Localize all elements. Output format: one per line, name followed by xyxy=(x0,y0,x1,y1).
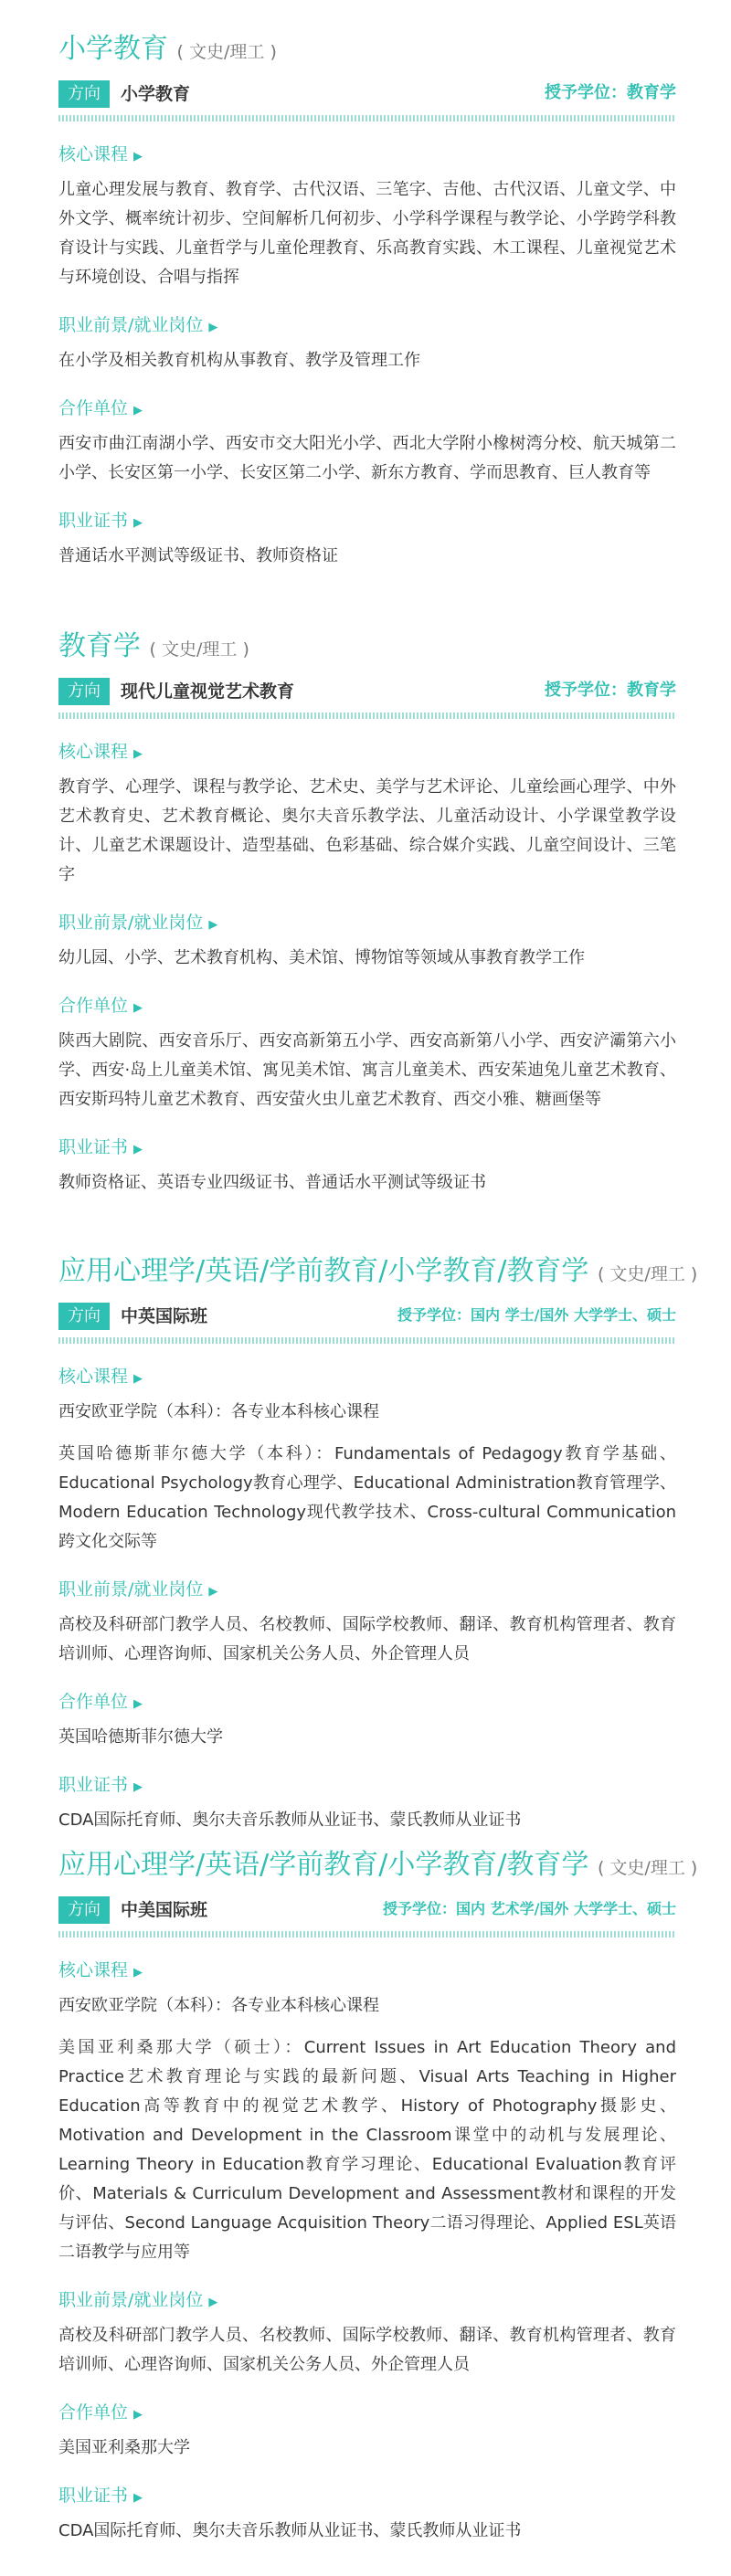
triangle-right-icon: ▶ xyxy=(133,1372,143,1386)
direction-name: 中英国际班 xyxy=(121,1305,208,1326)
core-courses-abroad-text: 美国亚利桑那大学（硕士）：Current Issues in Art Education Theory and Practice艺术教育理论与实践的最新问题、Visual Arts Teaching in Higher Education高等教育中的视觉艺术教学、History of Photography摄影史、Motivation and Development in the Classroom课堂中的动机与发展理论、Learning Theory in Education教育学习理论、Educational Evaluation教育评价、Materials & Curriculum Development and Assessment教材和课程的开发与评估、Second Language Acquisition Theory二语习得理论、Applied ESL英语二语教学与应用等 xyxy=(58,2038,676,2262)
section-title-text: 职业前景/就业岗位 xyxy=(58,2290,204,2310)
career-text: 高校及科研部门教学人员、名校教师、国际学校教师、翻译、教育机构管理者、教育培训师、心理咨询师、国家机关公务人员、外企管理人员 xyxy=(58,2326,676,2374)
section-title xyxy=(58,142,676,170)
program-education xyxy=(58,628,676,1198)
triangle-right-icon: ▶ xyxy=(133,1143,143,1156)
section-partners xyxy=(58,1689,676,1752)
section-title-text: 核心课程 xyxy=(58,1367,129,1387)
direction-name: 中美国际班 xyxy=(121,1899,208,1920)
degree-info xyxy=(397,1299,676,1332)
section-title-text: 合作单位 xyxy=(58,1692,129,1712)
direction-bar xyxy=(58,77,676,110)
triangle-right-icon: ▶ xyxy=(133,516,143,530)
section-certificates xyxy=(58,1772,676,1835)
direction-bar xyxy=(58,1893,676,1926)
direction-label: 方向 xyxy=(58,80,110,108)
direction-label: 方向 xyxy=(58,1896,110,1924)
program-sino-uk-class xyxy=(58,1253,698,1835)
career-text: 在小学及相关教育机构从事教育、教学及管理工作 xyxy=(58,351,420,370)
certificates-text: CDA国际托育师、奥尔夫音乐教师从业证书、蒙氏教师从业证书 xyxy=(58,2521,522,2540)
partners-text: 西安市曲江南湖小学、西安市交大阳光小学、西北大学附小橡树湾分校、航天城第二小学、长安区第一小学、长安区第二小学、新东方教育、学而思教育、巨人教育等 xyxy=(58,434,676,482)
section-title xyxy=(58,2483,676,2511)
triangle-right-icon: ▶ xyxy=(133,747,143,761)
partners-text: 陕西大剧院、西安音乐厅、西安高新第五小学、西安高新第八小学、西安浐灞第六小学、西安·岛上儿童美术馆、寓见美术馆、寓言儿童美术、西安茱迪兔儿童艺术教育、西安斯玛特儿童艺术教育、西安萤火虫儿童艺术教育、西交小雅、糖画堡等 xyxy=(58,1031,676,1109)
section-title xyxy=(58,2287,676,2316)
degree-info xyxy=(383,1893,676,1926)
section-career xyxy=(58,1577,676,1669)
section-title-text: 核心课程 xyxy=(58,742,129,762)
section-title-text: 职业前景/就业岗位 xyxy=(58,315,204,335)
triangle-right-icon: ▶ xyxy=(133,1697,143,1711)
program-title xyxy=(58,31,676,68)
hatch-divider xyxy=(58,115,676,121)
triangle-right-icon: ▶ xyxy=(133,1001,143,1015)
section-title xyxy=(58,396,676,424)
hatch-divider xyxy=(58,1931,676,1937)
section-title-text: 职业证书 xyxy=(58,1775,129,1795)
section-career xyxy=(58,312,676,375)
triangle-right-icon: ▶ xyxy=(133,404,143,417)
triangle-right-icon: ▶ xyxy=(208,918,218,932)
triangle-right-icon: ▶ xyxy=(133,2408,143,2422)
core-courses-home-text: 西安欧亚学院（本科）：各专业本科核心课程 xyxy=(58,1402,379,1421)
hatch-divider xyxy=(58,1337,676,1344)
section-core-courses xyxy=(58,739,676,890)
section-core-courses xyxy=(58,142,676,292)
section-certificates xyxy=(58,1135,676,1198)
degree-prefix: 授予学位： xyxy=(397,1306,471,1324)
core-courses-text: 教育学、心理学、课程与教学论、艺术史、美学与艺术评论、儿童绘画心理学、中外艺术教育史、艺术教育概论、奥尔夫音乐教学法、儿童活动设计、小学课堂教学设计、儿童艺术课题设计、造型基础、色彩基础、综合媒介实践、儿童空间设计、三笔字 xyxy=(58,777,676,884)
section-career xyxy=(58,2287,676,2380)
section-title xyxy=(58,910,676,938)
section-title xyxy=(58,1364,676,1392)
section-title xyxy=(58,1135,676,1163)
section-partners xyxy=(58,396,676,488)
degree-value: 教育学 xyxy=(627,83,676,102)
program-title xyxy=(58,1847,698,1884)
section-title-text: 合作单位 xyxy=(58,2402,129,2423)
degree-value: 国内 艺术学/国外 大学学士、硕士 xyxy=(456,1900,676,1917)
section-title-text: 合作单位 xyxy=(58,996,129,1016)
direction-name: 小学教育 xyxy=(121,83,191,104)
section-title xyxy=(58,1772,676,1800)
triangle-right-icon: ▶ xyxy=(133,150,143,164)
section-title-text: 合作单位 xyxy=(58,398,129,418)
triangle-right-icon: ▶ xyxy=(133,1966,143,1980)
triangle-right-icon: ▶ xyxy=(133,1780,143,1794)
section-title-text: 职业证书 xyxy=(58,1137,129,1157)
section-title-text: 职业前景/就业岗位 xyxy=(58,1579,204,1599)
section-certificates xyxy=(58,2483,676,2546)
hatch-divider xyxy=(58,713,676,719)
degree-value: 教育学 xyxy=(627,681,676,700)
degree-value: 国内 学士/国外 大学学士、硕士 xyxy=(471,1306,676,1324)
section-partners xyxy=(58,993,676,1114)
core-courses-abroad-text: 英国哈德斯菲尔德大学（本科）：Fundamentals of Pedagogy教育学基础、Educational Psychology教育心理学、Educational Administration教育管理学、Modern Education Technology现代教学技术、Cross-cultural Communication跨文化交际等 xyxy=(58,1444,676,1551)
partners-text: 英国哈德斯菲尔德大学 xyxy=(58,1727,223,1747)
program-sino-us-class xyxy=(58,1847,698,2546)
direction-label: 方向 xyxy=(58,1303,110,1330)
section-career xyxy=(58,910,676,973)
core-courses-home-text: 西安欧亚学院（本科）：各专业本科核心课程 xyxy=(58,1996,379,2015)
triangle-right-icon: ▶ xyxy=(133,2491,143,2505)
section-title-text: 核心课程 xyxy=(58,144,129,164)
degree-prefix: 授予学位： xyxy=(545,681,627,700)
section-title xyxy=(58,1577,676,1605)
program-title-text: 教育学 xyxy=(58,630,141,662)
program-title-text: 应用心理学/英语/学前教育/小学教育/教育学 xyxy=(58,1849,589,1881)
section-title-text: 职业证书 xyxy=(58,511,129,531)
section-title-text: 职业前景/就业岗位 xyxy=(58,913,204,933)
certificates-text: CDA国际托育师、奥尔夫音乐教师从业证书、蒙氏教师从业证书 xyxy=(58,1811,522,1830)
section-title xyxy=(58,739,676,767)
subject-tag: ( 文史/理工 ) xyxy=(597,1264,698,1284)
section-title xyxy=(58,312,676,341)
program-title xyxy=(58,1253,698,1290)
degree-info xyxy=(545,77,676,110)
section-title-text: 职业证书 xyxy=(58,2486,129,2506)
certificates-text: 教师资格证、英语专业四级证书、普通话水平测试等级证书 xyxy=(58,1173,486,1192)
direction-name: 现代儿童视觉艺术教育 xyxy=(121,681,295,702)
section-core-courses xyxy=(58,1364,676,1557)
subject-tag: ( 文史/理工 ) xyxy=(149,639,249,660)
certificates-text: 普通话水平测试等级证书、教师资格证 xyxy=(58,546,338,565)
triangle-right-icon: ▶ xyxy=(208,321,218,334)
section-title xyxy=(58,1689,676,1717)
section-title xyxy=(58,508,676,536)
program-title-text: 应用心理学/英语/学前教育/小学教育/教育学 xyxy=(58,1255,589,1287)
triangle-right-icon: ▶ xyxy=(208,2296,218,2309)
section-title xyxy=(58,993,676,1021)
career-text: 幼儿园、小学、艺术教育机构、美术馆、博物馆等领域从事教育教学工作 xyxy=(58,948,585,967)
degree-info xyxy=(545,674,676,707)
section-partners xyxy=(58,2400,676,2463)
program-title xyxy=(58,628,676,665)
section-core-courses xyxy=(58,1958,676,2267)
direction-bar xyxy=(58,1299,676,1332)
section-certificates xyxy=(58,508,676,571)
section-title-text: 核心课程 xyxy=(58,1960,129,1980)
section-title xyxy=(58,1958,676,1986)
direction-bar xyxy=(58,674,676,707)
subject-tag: ( 文史/理工 ) xyxy=(176,42,277,62)
degree-prefix: 授予学位： xyxy=(545,83,627,102)
triangle-right-icon: ▶ xyxy=(208,1585,218,1599)
degree-prefix: 授予学位： xyxy=(382,1900,456,1917)
career-text: 高校及科研部门教学人员、名校教师、国际学校教师、翻译、教育机构管理者、教育培训师、心理咨询师、国家机关公务人员、外企管理人员 xyxy=(58,1615,676,1663)
section-title xyxy=(58,2400,676,2428)
program-primary-education xyxy=(58,31,676,571)
partners-text: 美国亚利桑那大学 xyxy=(58,2438,190,2457)
direction-label: 方向 xyxy=(58,678,110,705)
core-courses-text: 儿童心理发展与教育、教育学、古代汉语、三笔字、吉他、古代汉语、儿童文学、中外文学、概率统计初步、空间解析几何初步、小学科学课程与教学论、小学跨学科教育设计与实践、儿童哲学与儿童伦理教育、乐高教育实践、木工课程、儿童视觉艺术与环境创设、合唱与指挥 xyxy=(58,180,676,287)
program-title-text: 小学教育 xyxy=(58,33,168,65)
subject-tag: ( 文史/理工 ) xyxy=(597,1858,698,1878)
